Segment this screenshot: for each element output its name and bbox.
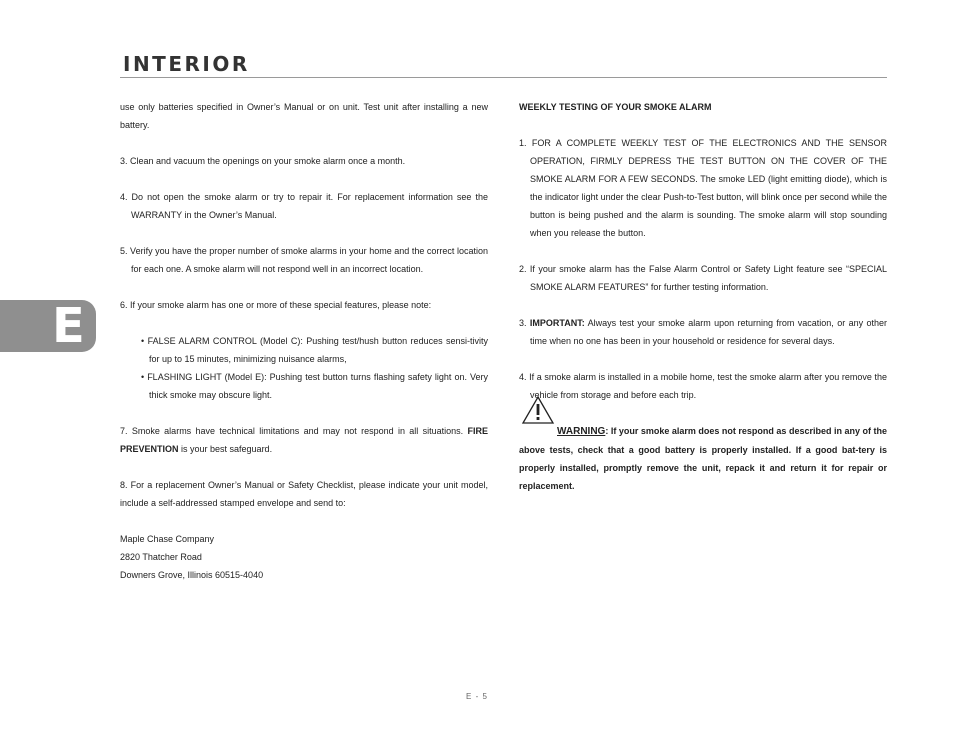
- warning-block: [519, 422, 887, 495]
- address-line-company: Maple Chase Company: [120, 534, 215, 544]
- section-tab: [0, 300, 96, 352]
- important-label: IMPORTANT:: [529, 318, 585, 328]
- feature-list: [120, 314, 488, 404]
- item-5: 5. Verify you have the proper number of smoke alarms in your home and the correct location for each one. A smoke alarm will not respond well in an incorrect location.: [120, 246, 488, 274]
- warning-label: WARNING: [557, 426, 606, 437]
- page-number: E - 5: [466, 692, 488, 701]
- left-column: [120, 98, 488, 584]
- item-7-text: 7. Smoke alarms have technical limitations and may not respond in all situations.: [120, 426, 468, 436]
- test-item-3-prefix: 3.: [519, 318, 530, 328]
- section-tab-letter: E: [52, 298, 85, 354]
- item-4: 4. Do not open the smoke alarm or try to repair it. For replacement information see the WARRANTY in the Owner’s Manual.: [120, 192, 488, 220]
- page-title: INTERIOR: [123, 52, 250, 76]
- test-item-3: [519, 314, 887, 350]
- test-item-3-text: Always test your smoke alarm upon returning from vacation, or any other time when no one has been in your household or residence for several days.: [530, 318, 887, 346]
- item-7-tail: is your best safeguard.: [178, 444, 273, 454]
- address-line-street: 2820 Thatcher Road: [120, 552, 202, 562]
- warning-triangle-icon: [521, 395, 555, 425]
- test-item-1: 1. FOR A COMPLETE WEEKLY TEST OF THE ELECTRONICS AND THE SENSOR OPERATION, FIRMLY DEPRESS THE TEST BUTTON ON THE COVER OF THE SMOKE ALARM FOR A FEW SECONDS. The smoke LED (light emitting diode), which is the indicator light under the clear Push-to-Test button, will blink once per second while the button is being pushed and the alarm is sounding. The smoke alarm will stop sounding when you release the button.: [519, 138, 887, 238]
- warning-paragraph: [519, 422, 887, 495]
- test-item-4: 4. If a smoke alarm is installed in a mobile home, test the smoke alarm after you remove the vehicle from storage and before each trip.: [519, 372, 887, 400]
- warning-text: : If your smoke alarm does not respond as described in any of the above tests, check that a good battery is properly installed. If a good bat-tery is properly installed, promptly remove the unit, repack it and return it for repair or replacement.: [519, 426, 887, 491]
- test-item-2: 2. If your smoke alarm has the False Alarm Control or Safety Light feature see “SPECIAL SMOKE ALARM FEATURES” for further testing information.: [519, 264, 887, 292]
- mailing-address: [120, 530, 488, 584]
- item-6: 6. If your smoke alarm has one or more of these special features, please note:: [120, 300, 432, 310]
- address-line-city: Downers Grove, Illinois 60515-4040: [120, 570, 264, 580]
- fire-prevention-emphasis: FIRE PREVENTION: [120, 426, 488, 454]
- right-column: [519, 98, 887, 513]
- weekly-testing-heading: WEEKLY TESTING OF YOUR SMOKE ALARM: [519, 102, 712, 112]
- item-3: 3. Clean and vacuum the openings on your smoke alarm once a month.: [120, 156, 406, 166]
- title-divider: [120, 77, 887, 78]
- item-8: 8. For a replacement Owner’s Manual or Safety Checklist, please indicate your unit model, include a self-addressed stamped envelope and send to:: [120, 480, 488, 508]
- battery-paragraph: use only batteries specified in Owner’s Manual or on unit. Test unit after installing a new battery.: [120, 102, 488, 130]
- item-7: [120, 422, 488, 458]
- feature-flashing-light: • FLASHING LIGHT (Model E): Pushing test button turns flashing safety light on. Very thick smoke may obscure light.: [120, 368, 488, 404]
- feature-false-alarm-control: • FALSE ALARM CONTROL (Model C): Pushing test/hush button reduces sensi-tivity for up to 15 minutes, minimizing nuisance alarms,: [120, 332, 488, 368]
